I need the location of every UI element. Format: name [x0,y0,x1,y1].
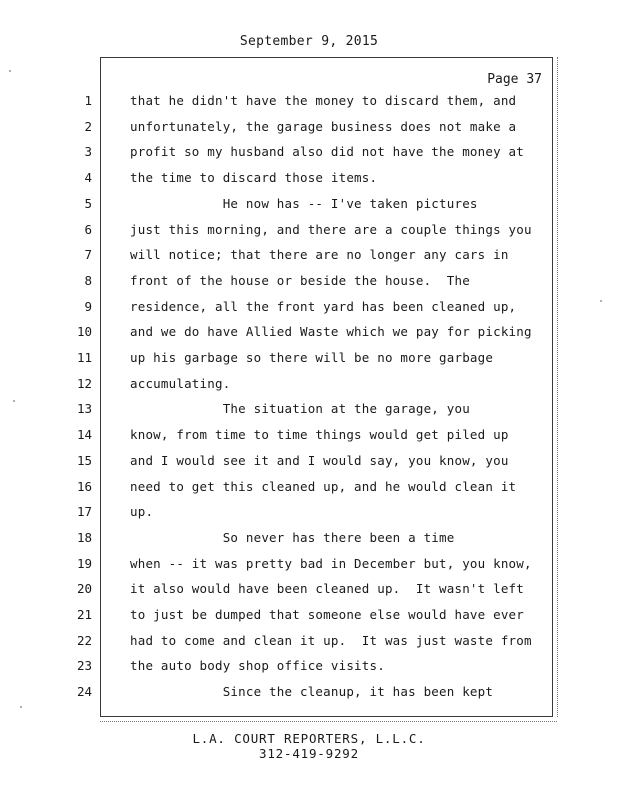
line-number: 2 [84,118,92,134]
line-number: 16 [76,478,92,494]
footer-phone: 312-419-9292 [259,746,359,761]
transcript-line: know, from time to time things would get piled up [130,427,509,443]
line-number: 8 [84,272,92,288]
line-number: 6 [84,221,92,237]
transcript-line: residence, all the front yard has been cleaned up, [130,298,517,314]
transcript-line: and I would see it and I would say, you know, you [130,452,509,468]
page-number: Page 37 [487,72,542,87]
line-number: 9 [84,298,92,314]
transcript-line: to just be dumped that someone else would have ever [130,607,525,622]
scan-speck [13,400,15,402]
transcript-line: and we do have Allied Waste which we pay for picking [130,324,532,340]
transcript-line: when -- it was pretty bad in December but, you know, [130,555,532,571]
transcript-line: front of the house or beside the house. The [130,272,470,288]
transcript-line: need to get this cleaned up, and he would clean it [130,478,517,494]
line-number: 22 [76,632,92,648]
line-number: 1 [84,93,92,108]
line-number: 10 [76,324,92,340]
line-number: 24 [76,684,92,700]
frame-right-edge [557,57,558,717]
line-number: 18 [76,529,92,545]
line-number: 14 [76,427,92,443]
transcript-line: the time to discard those items. [130,170,378,186]
line-number: 4 [84,170,92,186]
line-number: 15 [76,452,92,468]
transcript-line: unfortunately, the garage business does not make a [130,118,517,134]
frame-bottom-edge [100,721,557,722]
line-number: 5 [84,195,92,211]
line-number: 20 [76,581,92,597]
line-number: 7 [84,247,92,263]
transcript-line: So never has there been a time [130,529,455,545]
line-number: 13 [76,401,92,417]
transcript-line: He now has -- I've taken pictures [130,195,478,211]
scan-speck [20,706,22,708]
transcript-line: it also would have been cleaned up. It wasn't left [130,581,525,597]
line-number: 17 [76,504,92,520]
line-number: 11 [76,350,92,365]
line-number: 21 [76,607,92,622]
transcript-line: up his garbage so there will be no more garbage [130,350,494,365]
transcript-line: just this morning, and there are a couple things you [130,221,532,237]
transcript-line: profit so my husband also did not have the money at [130,144,525,160]
line-number: 19 [76,555,92,571]
scan-speck [9,70,11,72]
transcript-line: The situation at the garage, you [130,401,470,417]
header-date: September 9, 2015 [239,34,379,49]
transcript-line: Since the cleanup, it has been kept [130,684,494,700]
transcript-line: that he didn't have the money to discard them, and [130,93,517,108]
footer-company: L.A. COURT REPORTERS, L.L.C. [192,731,426,746]
line-number: 3 [84,144,92,160]
transcript-line: will notice; that there are no longer any cars in [130,247,509,263]
transcript-line: accumulating. [130,375,231,391]
line-number: 12 [76,375,92,391]
transcript-line: the auto body shop office visits. [130,658,385,674]
line-number: 23 [76,658,92,674]
transcript-line: had to come and clean it up. It was just waste from [130,632,532,648]
scan-speck [600,300,602,302]
transcript-line: up. [130,504,154,520]
